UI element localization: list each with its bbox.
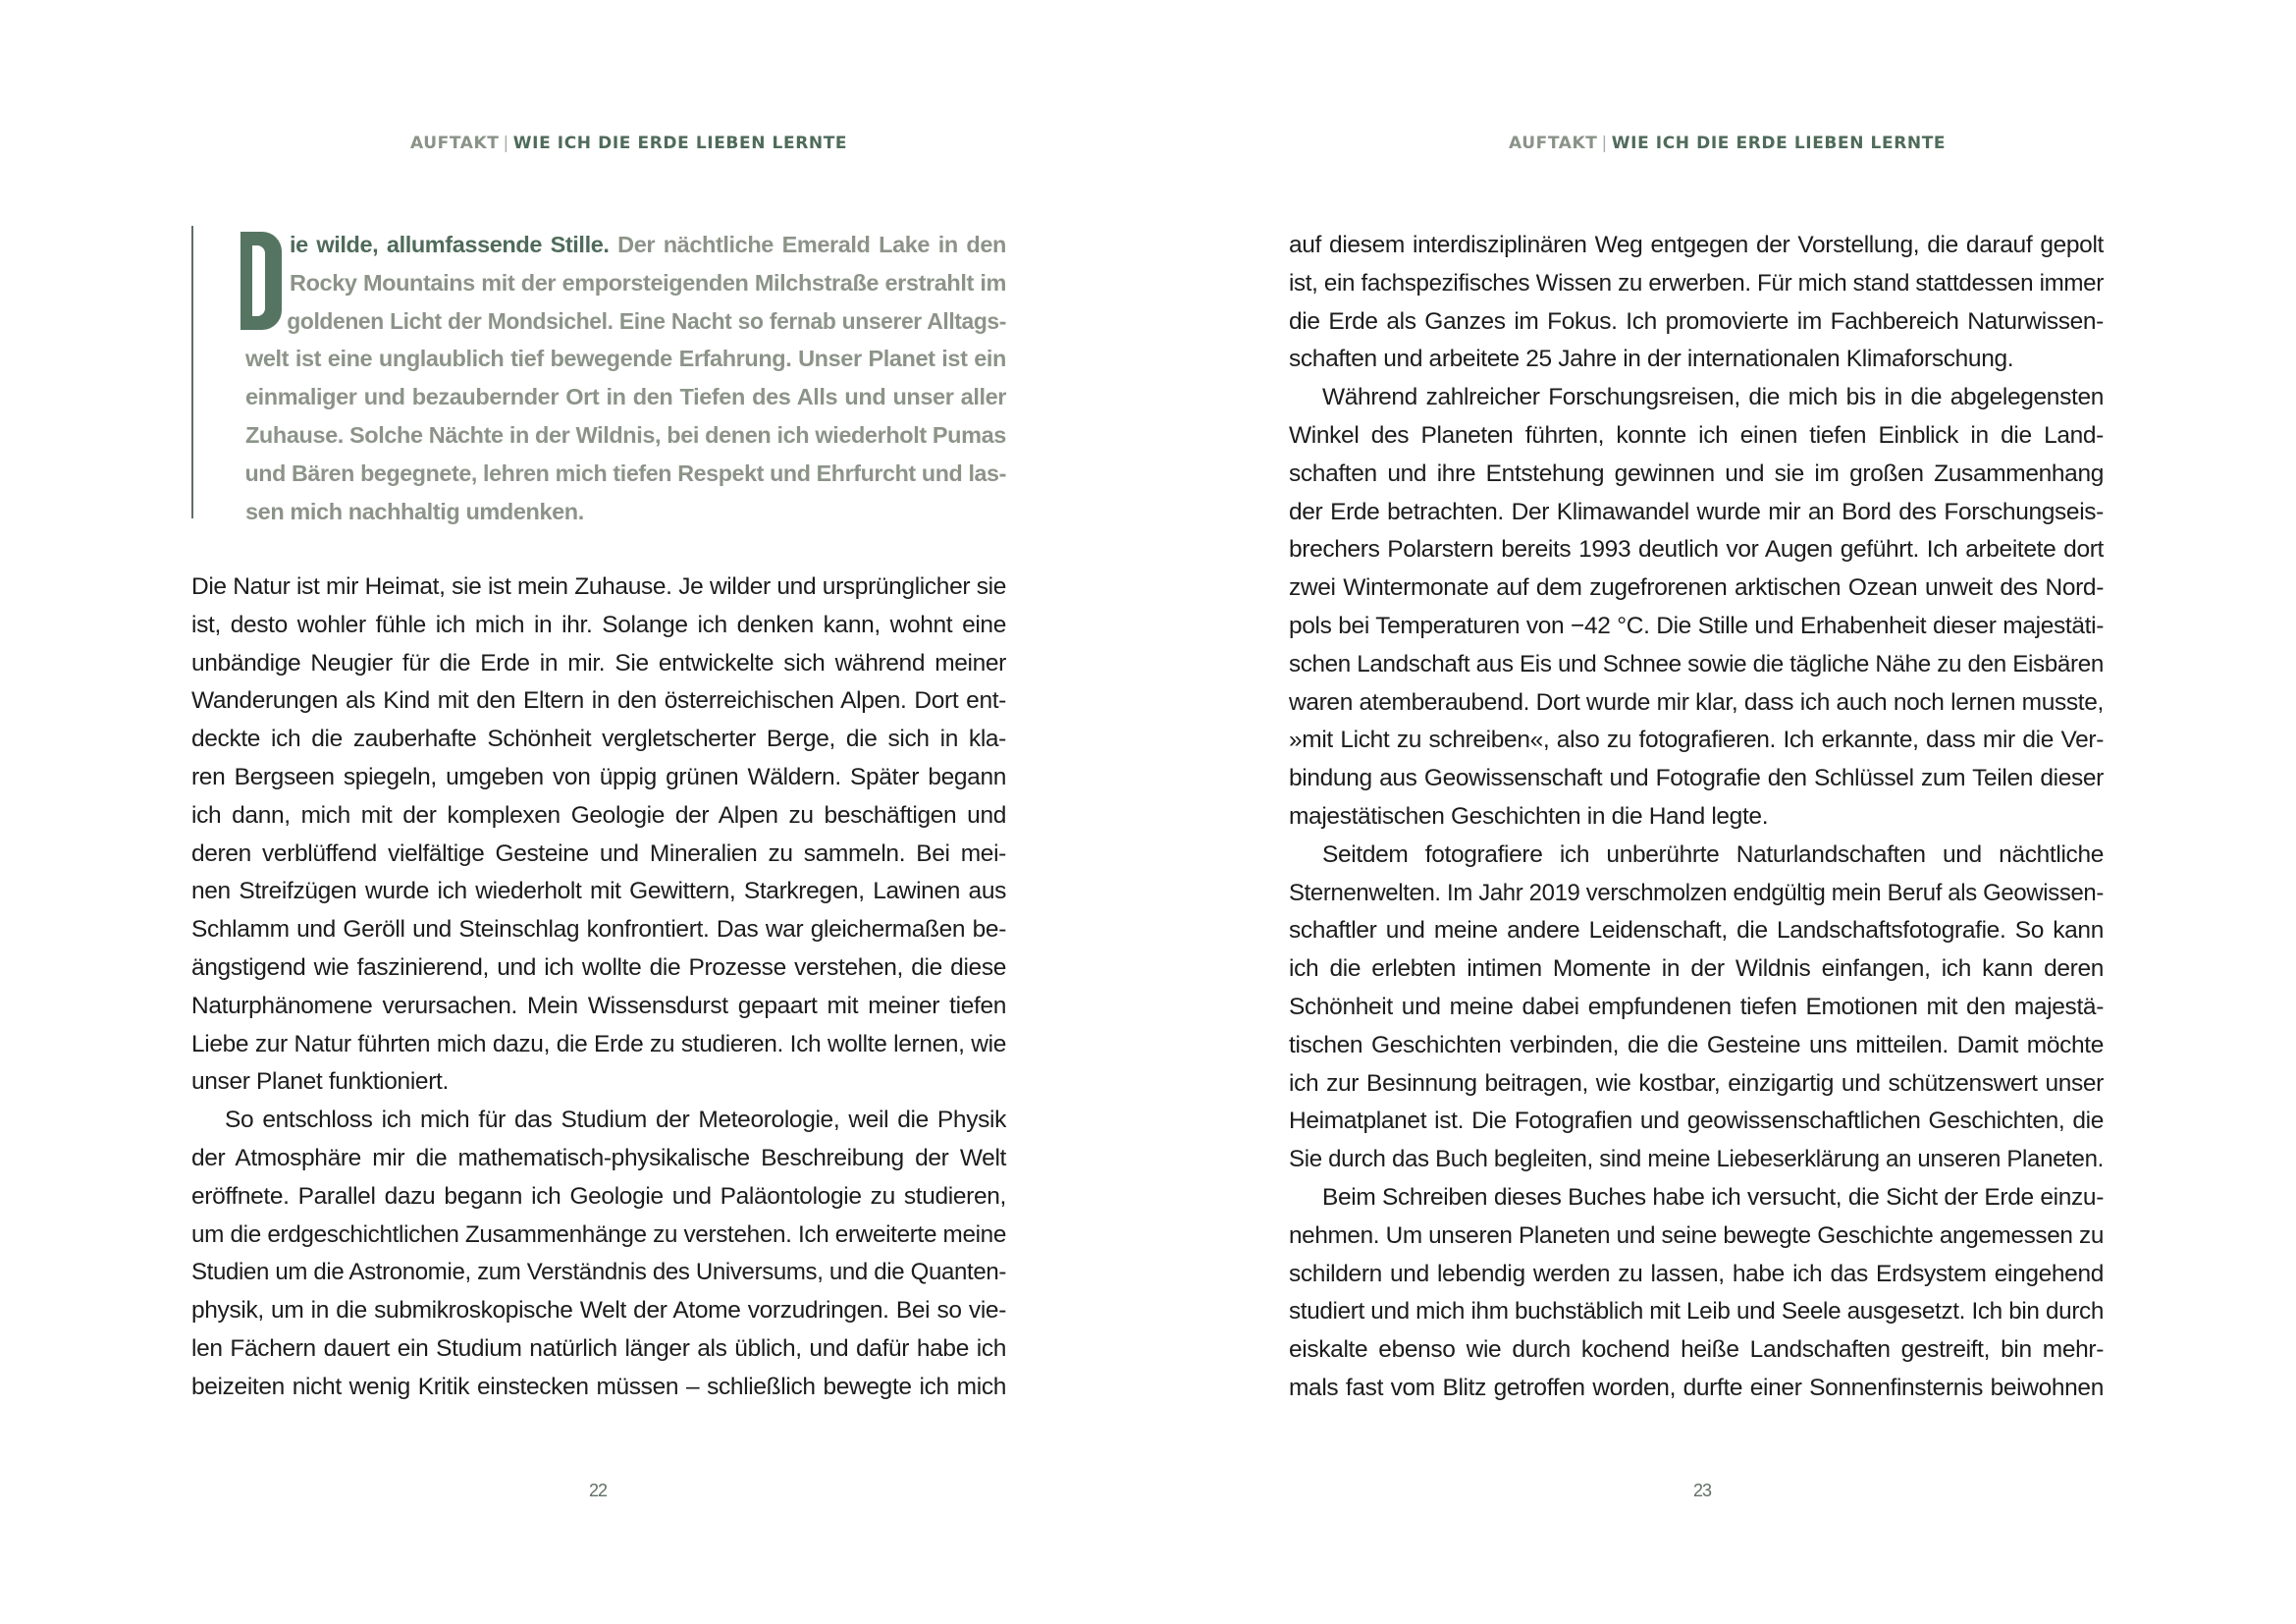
text-line: ist, ein fachspezifisches Wissen zu erwerben. Für mich stand stattdessen immer xyxy=(1289,269,2104,297)
text-line: deren verblüffend vielfältige Gesteine und Mineralien zu sammeln. Bei mei- xyxy=(191,839,1006,867)
running-head-chapter: WIE ICH DIE ERDE LIEBEN LERNTE xyxy=(1611,134,1947,153)
running-head-separator: | xyxy=(1601,134,1608,153)
text-line: schen Landschaft aus Eis und Schnee sowie die tägliche Nähe zu den Eisbären xyxy=(1289,650,2104,677)
text-line: eiskalte ebenso wie durch kochend heiße Landschaften gestreift, bin mehr- xyxy=(1289,1336,2104,1364)
text-line: um die erdgeschichtlichen Zusammenhänge zu verstehen. Ich erweiterte meine xyxy=(191,1220,1007,1248)
running-head-section: AUFTAKT xyxy=(1509,134,1598,153)
running-head-section: AUFTAKT xyxy=(410,134,500,153)
text-line: schaften und arbeitete 25 Jahre in der internationalen Klimaforschung. xyxy=(1289,346,2014,373)
intro-line: Rocky Mountains mit der emporsteigenden Milchstraße erstrahlt im xyxy=(290,269,1006,296)
text-line: »mit Licht zu schreiben«, also zu fotografieren. Ich erkannte, dass mir die Ver- xyxy=(1289,727,2104,754)
text-line: Winkel des Planeten führten, konnte ich einen tiefen Einblick in die Land- xyxy=(1289,421,2104,449)
text-line: Liebe zur Natur führten mich dazu, die Erde zu studieren. Ich wollte lernen, wie xyxy=(191,1030,1006,1057)
intro-lead-bold: ie wilde, allumfassende Stille. xyxy=(290,232,610,257)
text-line: unbändige Neugier für die Erde in mir. Sie entwickelte sich während meiner xyxy=(191,649,1006,677)
intro-line: und Bären begegnete, lehren mich tiefen Respekt und Ehrfurcht und las- xyxy=(244,460,1006,486)
text-line: physik, um in die submikroskopische Welt der Atome vorzudringen. Bei so vie- xyxy=(191,1297,1006,1325)
text-line: schaften und ihre Entstehung gewinnen und sie im großen Zusammenhang xyxy=(1289,460,2104,487)
text-line: pols bei Temperaturen von −42 °C. Die Stille und Erhabenheit dieser majestäti- xyxy=(1289,612,2104,639)
text-line: Heimatplanet ist. Die Fotografien und geowissenschaftlichen Geschichten, die xyxy=(1289,1108,2104,1135)
text-line: Während zahlreicher Forschungsreisen, die mich bis in die abgelegensten xyxy=(1322,384,2104,411)
text-line: ich dann, mich mit der komplexen Geologie der Alpen zu beschäftigen und xyxy=(191,801,1006,829)
text-line: nehmen. Um unseren Planeten und seine bewegte Geschichte angemessen zu xyxy=(1289,1221,2105,1249)
text-line: die Erde als Ganzes im Fokus. Ich promovierte im Fachbereich Naturwissen- xyxy=(1289,307,2104,335)
text-line: ängstigend wie faszinierend, und ich wollte die Prozesse verstehen, die diese xyxy=(191,953,1006,981)
intro-block xyxy=(191,226,1006,524)
text-line: So entschloss ich mich für das Studium der Meteorologie, weil die Physik xyxy=(225,1107,1006,1134)
text-line: Sternenwelten. Im Jahr 2019 verschmolzen endgültig mein Beruf als Geowissen- xyxy=(1289,879,2104,906)
text-line: beizeiten nicht wenig Kritik einstecken müssen – schließlich bewegte ich mich xyxy=(191,1373,1006,1400)
text-line: der Atmosphäre mir die mathematisch-physikalische Beschreibung der Welt xyxy=(191,1144,1006,1171)
intro-text xyxy=(191,226,1006,530)
text-line: nen Streifzügen wurde ich wiederholt mit Gewittern, Starkregen, Lawinen aus xyxy=(191,878,1006,905)
body-text-right xyxy=(1289,227,2104,1408)
text-line: der Erde betrachten. Der Klimawandel wurde mir an Bord des Forschungseis- xyxy=(1289,498,2104,525)
text-line: ist, desto wohler fühle ich mich in ihr. Solange ich denken kann, wohnt eine xyxy=(191,611,1006,638)
text-line: mals fast vom Blitz getroffen worden, durfte einer Sonnenfinsternis beiwohnen xyxy=(1289,1374,2104,1401)
intro-line: Zuhause. Solche Nächte in der Wildnis, bei denen ich wiederholt Pumas xyxy=(244,421,1006,448)
text-line: schildern und lebendig werden zu lassen, habe ich das Erdsystem eingehend xyxy=(1289,1260,2104,1287)
text-line: Sie durch das Buch begleiten, sind meine Liebeserklärung an unseren Planeten. xyxy=(1289,1146,2104,1173)
text-line: auf diesem interdisziplinären Weg entgegen der Vorstellung, die darauf gepolt xyxy=(1289,232,2104,258)
text-line: unser Planet funktioniert. xyxy=(191,1068,449,1096)
text-line: deckte ich die zauberhafte Schönheit vergletscherter Berge, die sich in kla- xyxy=(191,726,1006,753)
running-head xyxy=(410,132,847,155)
page-number: 22 xyxy=(589,1481,608,1500)
text-line: bindung aus Geowissenschaft und Fotografie den Schlüssel zum Teilen dieser xyxy=(1289,765,2104,792)
text-line: ren Bergseen spiegeln, umgeben von üppig grünen Wäldern. Später begann xyxy=(191,763,1006,790)
intro-line: einmaliger und bezaubernder Ort in den Tiefen des Alls und unser aller xyxy=(245,384,1006,410)
text-line: Wanderungen als Kind mit den Eltern in den österreichischen Alpen. Dort ent- xyxy=(191,687,1006,715)
intro-line: welt ist eine unglaublich tief bewegende Erfahrung. Unser Planet ist ein xyxy=(245,346,1006,372)
text-line: Die Natur ist mir Heimat, sie ist mein Zuhause. Je wilder und ursprünglicher sie xyxy=(191,573,1006,600)
intro-line: ie wilde, allumfassende Stille. Der nächtliche Emerald Lake in den xyxy=(290,232,1006,257)
text-line: ich die erlebten intimen Momente in der Wildnis einfangen, ich kann deren xyxy=(1289,955,2104,983)
text-line: waren atemberaubend. Dort wurde mir klar, dass ich auch noch lernen musste, xyxy=(1289,688,2104,716)
text-line: ich zur Besinnung beitragen, wie kostbar, einzigartig und schützenswert unser xyxy=(1289,1069,2104,1097)
text-line: zwei Wintermonate auf dem zugefrorenen arktischen Ozean unweit des Nord- xyxy=(1289,574,2104,602)
running-head-chapter: WIE ICH DIE ERDE LIEBEN LERNTE xyxy=(512,134,848,153)
text-line: tischen Geschichten verbinden, die die Gesteine uns mitteilen. Damit möchte xyxy=(1289,1031,2104,1058)
text-line: studiert und mich ihm buchstäblich mit Leib und Seele ausgesetzt. Ich bin durch xyxy=(1289,1298,2105,1326)
text-line: Schönheit und meine dabei empfundenen tiefen Emotionen mit den majestä- xyxy=(1289,993,2104,1020)
text-line: schaftler und meine andere Leidenschaft, die Landschaftsfotografie. So kann xyxy=(1289,917,2104,945)
running-head xyxy=(1509,132,1946,155)
text-line: Naturphänomene verursachen. Mein Wissensdurst gepaart mit meiner tiefen xyxy=(191,992,1006,1019)
intro-line: goldenen Licht der Mondsichel. Eine Nacht so fernab unserer Alltags- xyxy=(287,307,1006,334)
text-line: Studien um die Astronomie, zum Verständnis des Universums, und die Quanten- xyxy=(191,1259,1007,1286)
running-head-separator: | xyxy=(503,134,509,153)
intro-line: sen mich nachhaltig umdenken. xyxy=(245,498,584,524)
page-number: 23 xyxy=(1693,1481,1712,1500)
right-page xyxy=(1148,0,2296,1624)
text-line: Beim Schreiben dieses Buches habe ich versucht, die Sicht der Erde einzu- xyxy=(1322,1183,2104,1211)
text-line: majestätischen Geschichten in die Hand legte. xyxy=(1289,802,1769,830)
text-line: brechers Polarstern bereits 1993 deutlich vor Augen geführt. Ich arbeitete dort xyxy=(1289,536,2104,564)
text-line: Seitdem fotografiere ich unberührte Naturlandschaften und nächtliche xyxy=(1322,840,2104,868)
body-text-left xyxy=(191,568,1006,1407)
text-line: len Fächern dauert ein Studium natürlich länger als üblich, und dafür habe ich xyxy=(191,1334,1006,1362)
text-line: Schlamm und Geröll und Steinschlag konfrontiert. Das war gleichermaßen be- xyxy=(191,916,1006,944)
text-line: eröffnete. Parallel dazu begann ich Geologie und Paläontologie zu studieren, xyxy=(191,1182,1006,1210)
